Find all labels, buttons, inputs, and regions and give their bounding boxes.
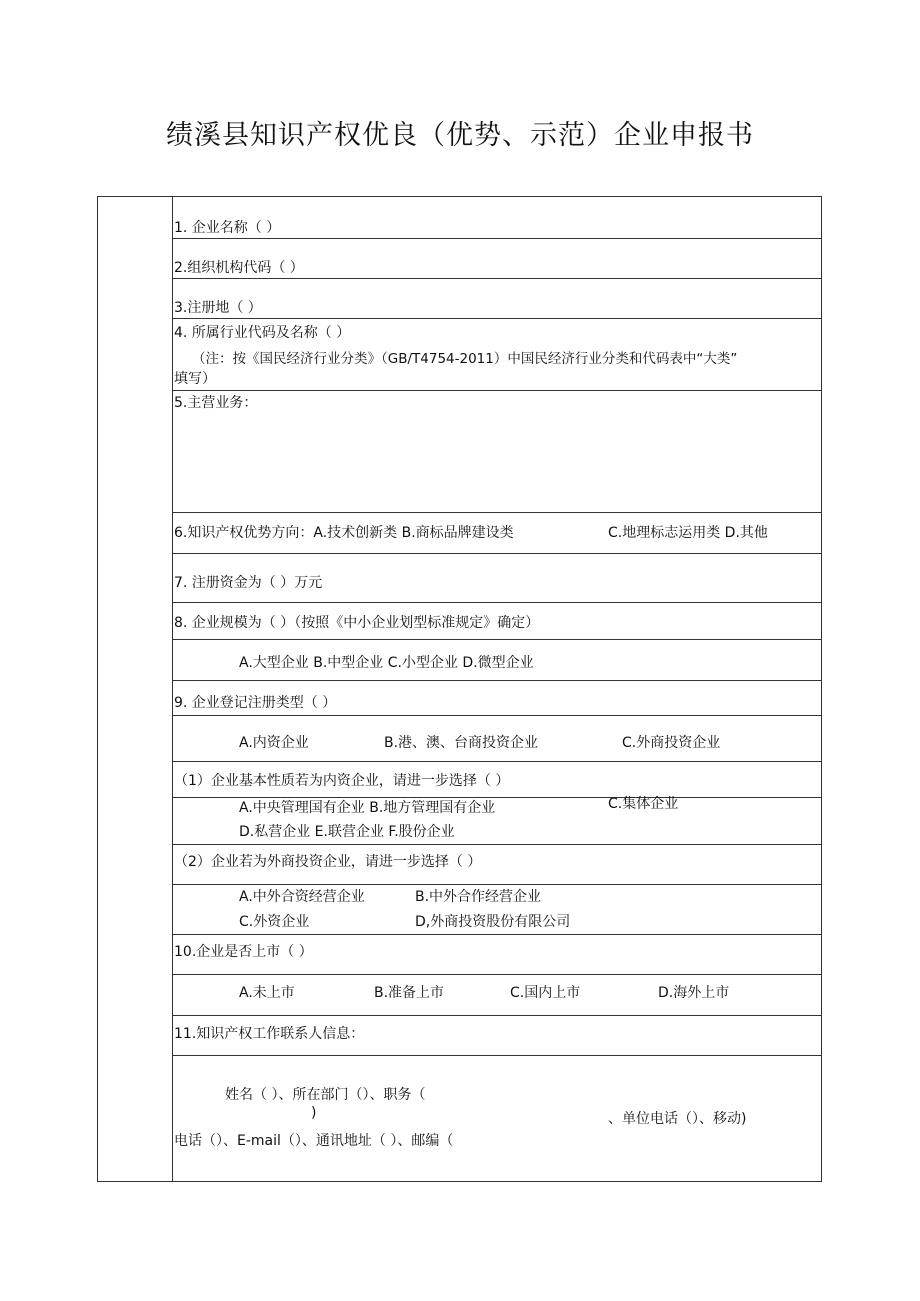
company-scale-field: 8. 企业规模为（ ）（按照《中小企业划型标准规定》确定）	[174, 615, 540, 631]
row-divider	[173, 934, 821, 935]
main-business-field: 5.主营业务：	[174, 395, 258, 411]
row-divider	[173, 553, 821, 554]
listing-status-field: 10.企业是否上市（ ）	[174, 944, 313, 960]
registration-type-option-c: C.外商投资企业	[622, 735, 721, 751]
row-divider	[173, 639, 821, 640]
row-divider	[173, 761, 821, 762]
row-divider	[173, 715, 821, 716]
foreign-type-option-c: C.外资企业	[239, 914, 310, 930]
foreign-type-question: （2）企业若为外商投资企业，请进一步选择（ ）	[174, 854, 482, 870]
industry-code-note: （注：按《国民经济行业分类》（GB/T4754-2011）中国民经济行业分类和代码表中“大类”	[192, 351, 738, 367]
domestic-type-options-2: D.私营企业 E.联营企业 F.股份企业	[239, 824, 455, 840]
ip-contact-line-1-close: )	[311, 1105, 317, 1121]
industry-code-note-cont: 填写）	[174, 371, 216, 387]
row-divider	[173, 602, 821, 603]
registration-type-field: 9. 企业登记注册类型（ ）	[174, 695, 337, 711]
listing-option-c: C.国内上市	[510, 985, 581, 1001]
domestic-type-options-1: A.中央管理国有企业 B.地方管理国有企业	[239, 800, 496, 816]
ip-contact-heading: 11.知识产权工作联系人信息：	[174, 1026, 365, 1042]
domestic-type-question: （1）企业基本性质若为内资企业，请进一步选择（ ）	[174, 773, 510, 789]
row-divider	[173, 238, 821, 239]
company-name-field: 1. 企业名称（ ）	[174, 220, 281, 236]
row-divider	[173, 884, 821, 885]
org-code-field: 2.组织机构代码（ ）	[174, 260, 304, 276]
registered-capital-field: 7. 注册资金为（ ）万元	[174, 575, 323, 591]
row-divider	[173, 680, 821, 681]
listing-option-a: A.未上市	[239, 985, 295, 1001]
foreign-type-option-d: D,外商投资股份有限公司	[415, 914, 571, 930]
row-divider	[173, 390, 821, 391]
registration-type-option-a: A.内资企业	[239, 735, 309, 751]
ip-contact-phone: 、单位电话（）、移动)	[608, 1111, 747, 1127]
left-label-column	[98, 197, 173, 1181]
row-divider	[173, 844, 821, 845]
ip-contact-line-2: 电话（）、E-mail（）、通讯地址（ ）、邮编（	[174, 1133, 454, 1149]
registered-location-field: 3.注册地（ ）	[174, 300, 262, 316]
row-divider	[173, 797, 821, 798]
page-title: 绩溪县知识产权优良（优势、示范）企业申报书	[166, 120, 754, 151]
ip-contact-line-1: 姓名（ ）、所在部门（）、职务（	[225, 1087, 426, 1103]
row-divider	[173, 1015, 821, 1016]
industry-code-field: 4. 所属行业代码及名称（ ）	[174, 325, 351, 341]
listing-option-d: D.海外上市	[658, 985, 730, 1001]
foreign-type-option-a: A.中外合资经营企业	[239, 889, 365, 905]
row-divider	[173, 974, 821, 975]
registration-type-option-b: B.港、澳、台商投资企业	[384, 735, 539, 751]
row-divider	[173, 512, 821, 513]
company-scale-options: A.大型企业 B.中型企业 C.小型企业 D.微型企业	[239, 655, 534, 671]
ip-advantage-direction-more: C.地理标志运用类 D.其他	[608, 525, 768, 541]
ip-advantage-direction: 6.知识产权优势方向：A.技术创新类 B.商标品牌建设类	[174, 525, 514, 541]
application-form-table	[97, 196, 822, 1182]
row-divider	[173, 318, 821, 319]
foreign-type-option-b: B.中外合作经营企业	[415, 889, 542, 905]
domestic-type-option-c: C.集体企业	[608, 796, 679, 812]
row-divider	[173, 278, 821, 279]
row-divider	[173, 1055, 821, 1056]
listing-option-b: B.准备上市	[374, 985, 445, 1001]
